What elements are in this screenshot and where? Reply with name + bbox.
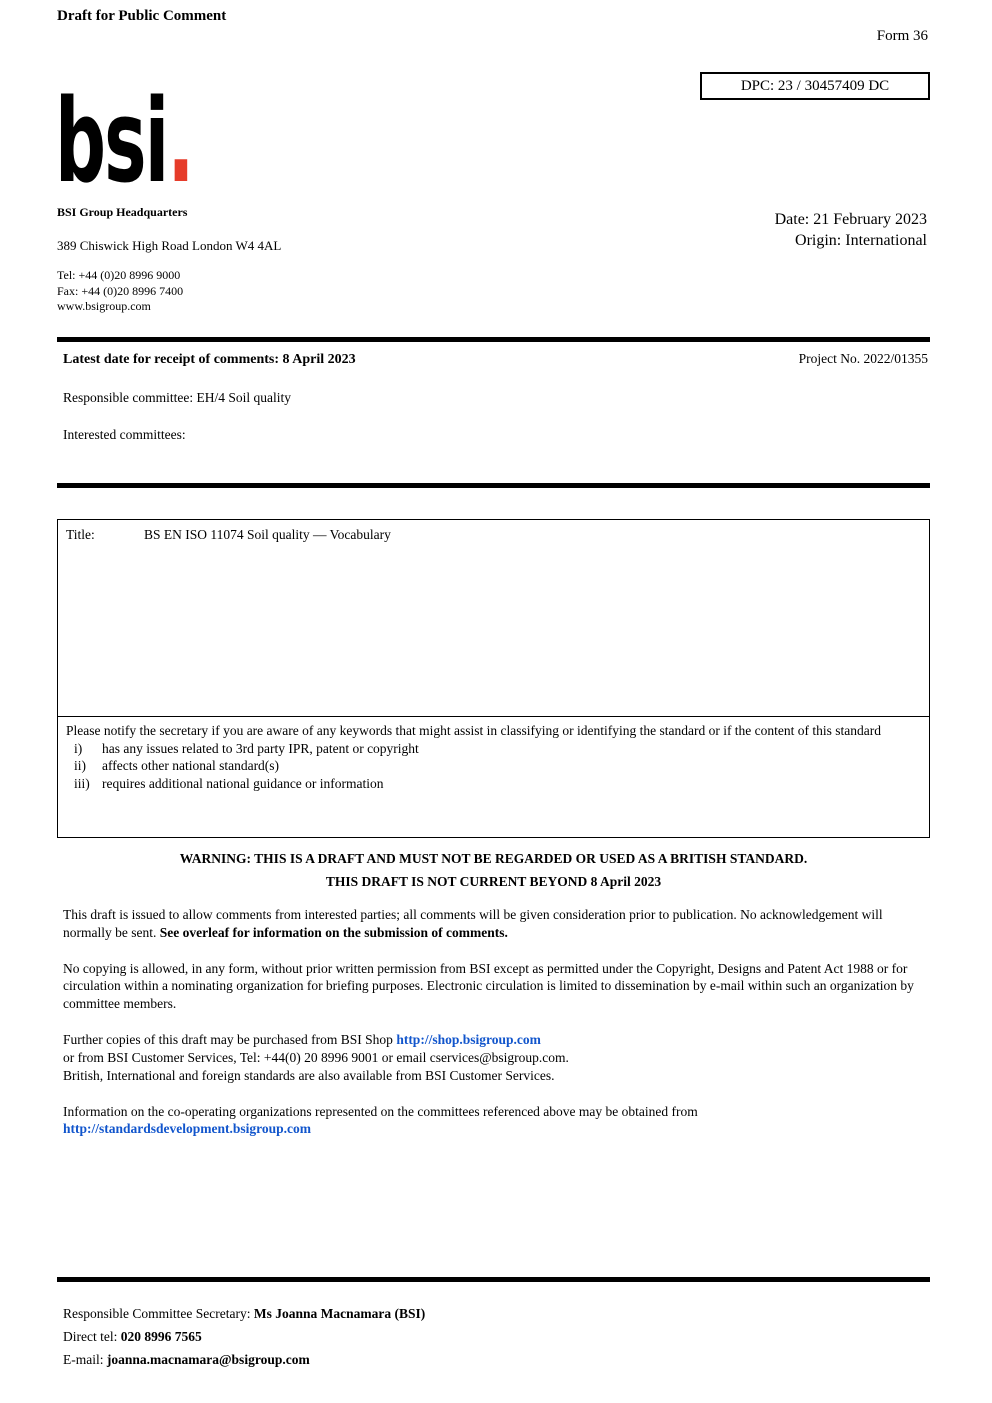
hq-address: 389 Chiswick High Road London W4 4AL — [57, 238, 282, 253]
keyword-item-text: has any issues related to 3rd party IPR, patent or copyright — [102, 740, 419, 756]
title-box — [57, 519, 930, 717]
secretary-label: Responsible Committee Secretary: — [63, 1306, 254, 1321]
keyword-item-number: i) — [74, 740, 83, 756]
comments-paragraph-text: This draft is issued to allow comments from interested parties; all comments will be given consideration prior to publication. No acknowledgement will normally be sent. — [63, 907, 883, 940]
project-number: Project No. 2022/01355 — [798, 351, 928, 366]
keyword-item-number: ii) — [74, 758, 86, 774]
comments-paragraph — [63, 906, 930, 942]
standards-availability-text: British, International and foreign standards are also available from BSI Customer Services. — [63, 1067, 555, 1083]
email-value: joanna.macnamara@bsigroup.com — [106, 1351, 310, 1367]
hq-fax: Fax: +44 (0)20 8996 7400 — [57, 283, 184, 298]
interested-committees: Interested committees: — [63, 427, 186, 442]
hq-title: BSI Group Headquarters — [57, 205, 188, 219]
email-line — [63, 1349, 425, 1372]
date-origin-block — [775, 210, 927, 252]
draft-for-public-comment-label: Draft for Public Comment — [57, 8, 227, 24]
keyword-item-text: affects other national standard(s) — [102, 758, 280, 774]
bsi-logo-dot: . — [167, 75, 193, 209]
comments-meta-row — [63, 351, 928, 368]
direct-tel-line — [63, 1326, 425, 1349]
draft-warning-line2: THIS DRAFT IS NOT CURRENT BEYOND 8 April 2023 — [325, 873, 662, 889]
cooperating-orgs-text: Information on the co-operating organizations represented on the committees referenced above may be obtained from — [63, 1103, 698, 1119]
purchase-text: Further copies of this draft may be purchased from BSI Shop — [63, 1032, 397, 1048]
responsible-committee: Responsible committee: EH/4 Soil quality — [63, 390, 291, 405]
bsi-shop-link[interactable]: http://shop.bsigroup.com — [396, 1032, 541, 1048]
cooperating-orgs-paragraph — [63, 1103, 930, 1139]
purchase-paragraph — [63, 1031, 930, 1084]
draft-warning — [57, 848, 930, 894]
keyword-item-text: requires additional national guidance or information — [102, 775, 384, 791]
standard-title: BS EN ISO 11074 Soil quality — Vocabulary — [144, 527, 391, 542]
draft-warning-line1: WARNING: THIS IS A DRAFT AND MUST NOT BE REGARDED OR USED AS A BRITISH STANDARD. — [179, 851, 808, 866]
document-date: Date: 21 February 2023 — [774, 211, 927, 228]
keyword-item — [66, 757, 921, 775]
divider-rule-bottom — [57, 1277, 930, 1282]
divider-rule-top — [57, 337, 930, 342]
document-origin: Origin: International — [795, 231, 927, 249]
keywords-notice-box — [57, 716, 930, 838]
email-label: E-mail: — [63, 1351, 107, 1367]
divider-rule-middle — [57, 483, 930, 488]
comments-paragraph-bold: See overleaf for information on the submission of comments. — [159, 924, 508, 940]
bsi-logo — [55, 75, 193, 209]
secretary-footer — [63, 1303, 425, 1372]
secretary-line — [63, 1303, 425, 1326]
title-label: Title: — [66, 527, 95, 542]
keyword-item — [66, 740, 921, 758]
latest-comments-date: Latest date for receipt of comments: 8 April 2023 — [63, 352, 356, 367]
bsi-logo-text: bsi — [55, 75, 168, 209]
direct-tel-label: Direct tel: — [63, 1328, 121, 1344]
keyword-item — [66, 775, 921, 793]
hq-contact-block — [57, 268, 183, 315]
copyright-paragraph: No copying is allowed, in any form, without prior written permission from BSI except as permitted under the Copyright, Designs and Patent Act 1988 or for circulation within a nominating organization for briefing purposes. Electronic circulation is limited to dissemination by e-mail within such an organization by committee members. — [63, 960, 914, 1012]
secretary-name: Ms Joanna Macnamara (BSI) — [253, 1306, 426, 1321]
keywords-intro: Please notify the secretary if you are aware of any keywords that might assist in classifying or identifying the standard or if the content of this standard — [66, 723, 882, 738]
direct-tel-value: 020 8996 7565 — [120, 1328, 202, 1344]
body-text — [63, 906, 930, 1156]
hq-website: www.bsigroup.com — [57, 299, 151, 314]
keyword-item-number: iii) — [74, 775, 90, 791]
dpc-number-box — [700, 72, 930, 100]
hq-tel: Tel: +44 (0)20 8996 9000 — [57, 268, 181, 282]
customer-services-text: or from BSI Customer Services, Tel: +44(0) 20 8996 9001 or email cservices@bsigroup.com. — [63, 1049, 569, 1065]
dpc-number: DPC: 23 / 30457409 DC — [740, 77, 890, 94]
standards-development-link[interactable]: http://standardsdevelopment.bsigroup.com — [63, 1121, 312, 1137]
form-number: Form 36 — [876, 28, 928, 44]
